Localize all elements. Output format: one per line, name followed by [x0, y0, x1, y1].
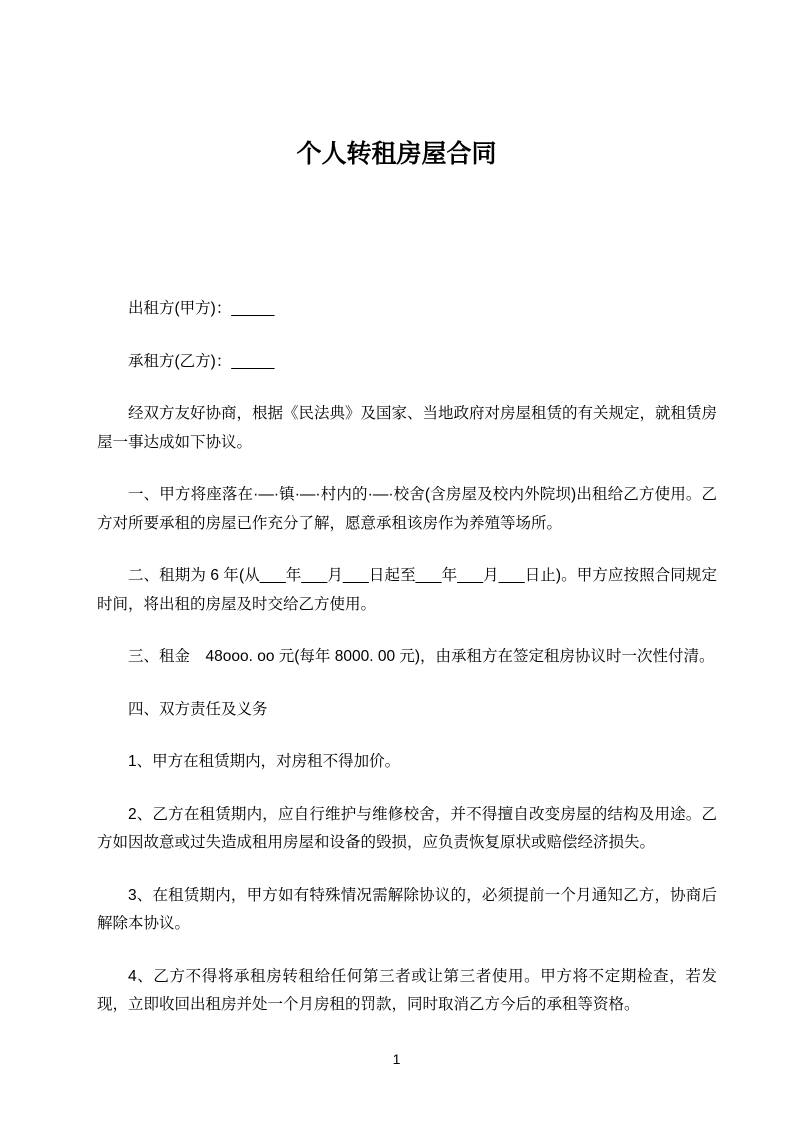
page-number: 1: [392, 1051, 401, 1067]
clause-1-premises: 一、甲方将座落在·—·镇·—·村内的·—·校舍(含房屋及校内外院坝)出租给乙方使用。乙方对所要承租的房屋已作充分了解，愿意承租该房作为养殖等场所。: [97, 486, 717, 532]
document-title: 个人转租房屋合同: [296, 140, 497, 168]
clause-2-lease-term: 二、租期为 6 年(从___年___月___日起至___年___月___日止)。甲方应按照合同规定时间，将出租的房屋及时交给乙方使用。: [97, 567, 717, 613]
clause-4-item-1: 1、甲方在租赁期内，对房租不得加价。: [128, 753, 401, 770]
party-lessee-line: 承租方(乙方)：_____: [128, 352, 275, 370]
clause-4-item-3: 3、在租赁期内，甲方如有特殊情况需解除协议的，必须提前一个月通知乙方，协商后解除本协议。: [97, 886, 717, 932]
clause-4-item-2: 2、乙方在租赁期内，应自行维护与维修校舍，并不得擅自改变房屋的结构及用途。乙方如因故意或过失造成租用房屋和设备的毁损，应负责恢复原状或赔偿经济损失。: [97, 805, 717, 851]
clause-4-responsibilities-heading: 四、双方责任及义务: [128, 700, 268, 718]
clause-3-rent: 三、租金 48ooo. oo 元(每年 8000. 00 元)，由承租方在签定租房协议时一次性付清。: [128, 648, 715, 665]
preamble-paragraph: 经双方友好协商，根据《民法典》及国家、当地政府对房屋租赁的有关规定，就租赁房屋一事达成如下协议。: [97, 405, 718, 451]
party-lessor-line: 出租方(甲方)：_____: [128, 300, 275, 317]
clause-4-item-4: 4、乙方不得将承租房转租给任何第三者或让第三者使用。甲方将不定期检查，若发现，立即收回出租房并处一个月房租的罚款，同时取消乙方今后的承租等资格。: [97, 967, 717, 1013]
